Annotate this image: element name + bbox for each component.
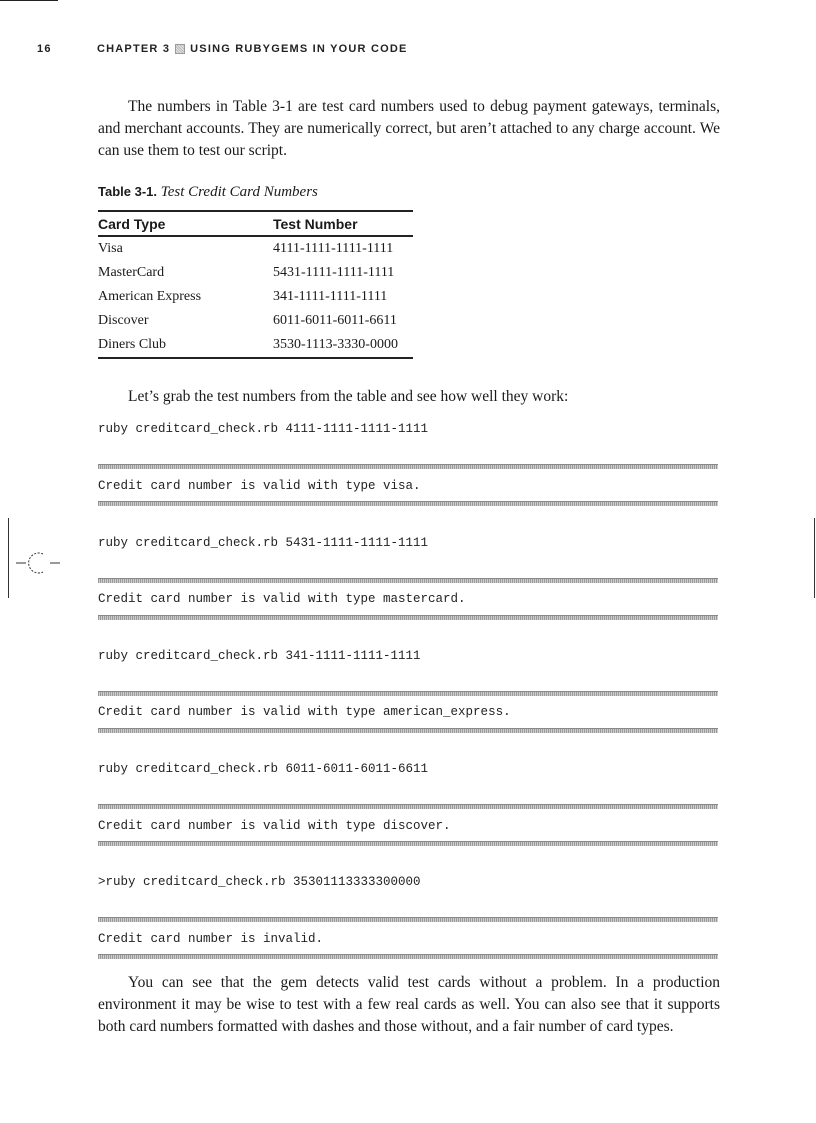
command-line: ruby creditcard_check.rb 5431-1111-1111-1111 [98,536,429,550]
card-type-cell: Discover [98,313,149,328]
command-output: Credit card number is valid with type mastercard. [98,592,466,606]
table-header-row [98,211,413,236]
output-bottom-rule [98,954,718,959]
card-type-cell: American Express [98,289,202,304]
intro-paragraph [98,96,720,162]
closing-paragraph-text: You can see that the gem detects valid test cards without a problem. In a production environment it may be wise to test with a few real cards as well. You can also see that it supports both card numbers formatted with dashes and those without, and a fair number of card types. [98,974,720,1035]
test-number-cell: 6011-6011-6011-6611 [273,313,397,328]
column-header: Test Number [273,211,413,236]
command-output: Credit card number is invalid. [98,932,324,946]
command-output: Credit card number is valid with type american_express. [98,705,511,719]
command-output: Credit card number is valid with type discover. [98,819,451,833]
chapter-title: USING RUBYGEMS IN YOUR CODE [190,43,408,55]
page-number: 16 [37,43,52,55]
registration-mark-icon [16,548,62,578]
closing-paragraph [98,972,720,1038]
chapter-label: CHAPTER 3 [97,43,171,55]
table-row [98,261,413,285]
table-caption [98,184,318,201]
test-number-cell: 5431-1111-1111-1111 [273,265,395,280]
command-line: ruby creditcard_check.rb 4111-1111-1111-1111 [98,422,429,436]
output-top-rule [98,804,718,809]
command-line: ruby creditcard_check.rb 6011-6011-6011-6611 [98,762,429,776]
card-type-cell: Diners Club [98,337,167,352]
running-header [37,43,737,55]
transition-paragraph-text: Let’s grab the test numbers from the table and see how well they work: [128,388,569,405]
table-label: Table 3-1. [98,184,158,199]
command-line: >ruby creditcard_check.rb 35301113333300000 [98,875,421,889]
table-row [98,333,413,358]
output-top-rule [98,464,718,469]
left-crop-mark [8,518,9,598]
output-bottom-rule [98,501,718,506]
card-type-cell: MasterCard [98,265,165,280]
output-bottom-rule [98,728,718,733]
test-number-cell: 3530-1113-3330-0000 [273,337,398,352]
table-row [98,236,413,261]
table-title: Test Credit Card Numbers [160,184,318,200]
command-line: ruby creditcard_check.rb 341-1111-1111-1111 [98,649,421,663]
top-crop-rule [0,0,58,1]
card-type-cell: Visa [98,241,123,256]
right-crop-mark [814,518,815,598]
output-bottom-rule [98,841,718,846]
transition-paragraph [98,386,720,408]
output-bottom-rule [98,615,718,620]
output-top-rule [98,691,718,696]
table-row [98,285,413,309]
output-top-rule [98,917,718,922]
test-number-cell: 4111-1111-1111-1111 [273,241,394,256]
command-output: Credit card number is valid with type visa. [98,479,421,493]
header-separator-icon [175,44,185,54]
table-row [98,309,413,333]
output-top-rule [98,578,718,583]
test-number-cell: 341-1111-1111-1111 [273,289,388,304]
column-header: Card Type [98,211,273,236]
credit-card-table [98,210,413,359]
intro-paragraph-text: The numbers in Table 3-1 are test card numbers used to debug payment gateways, terminals, and merchant accounts. They are numerically correct, but aren’t attached to any charge account. We can use them to test our script. [98,98,720,159]
